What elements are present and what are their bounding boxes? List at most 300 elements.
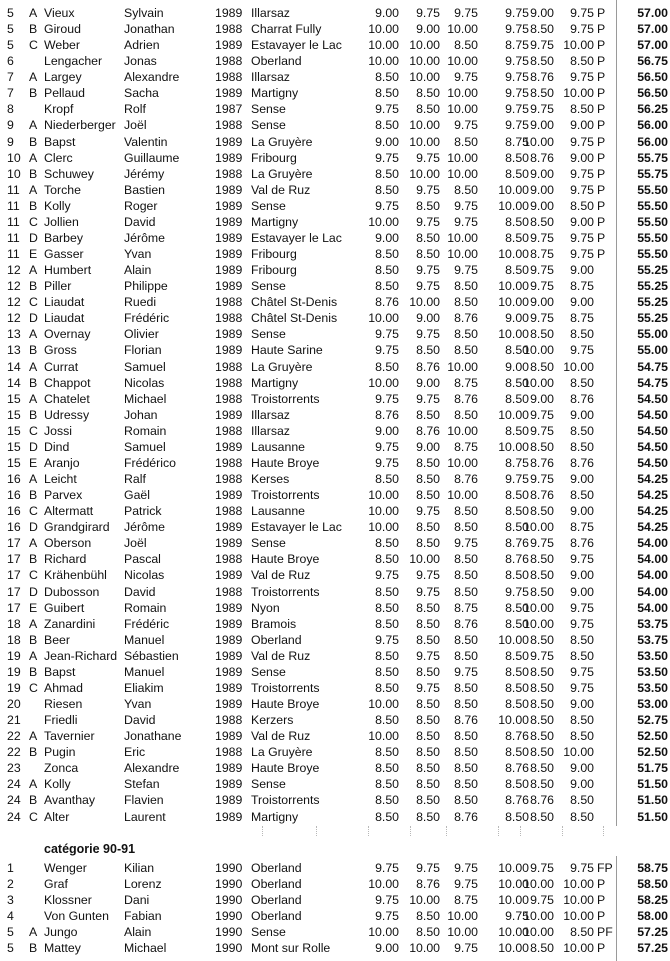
score-4-cell: 8.75 — [505, 134, 529, 149]
score-5-cell: 10.00 — [523, 520, 554, 535]
score-5-cell: 10.00 — [523, 375, 554, 390]
score-5-cell: 10.00 — [523, 343, 554, 358]
rank-cell: 1 — [7, 861, 14, 875]
score-6-cell: 9.75 — [570, 230, 594, 245]
score-3-cell: 9.75 — [454, 70, 478, 85]
score-4-cell: 9.75 — [505, 70, 529, 85]
score-6-cell: 10.00 — [563, 86, 594, 101]
total-cell: 54.25 — [637, 520, 668, 535]
score-6-cell: 10.00 — [563, 893, 594, 908]
total-cell: 56.25 — [637, 102, 668, 117]
last-name-cell: Niederberger — [44, 118, 116, 133]
flag-cell: P — [597, 247, 606, 262]
subrank-cell: A — [29, 150, 38, 165]
rank-cell: 17 — [7, 552, 21, 567]
total-cell: 53.75 — [637, 616, 668, 631]
score-4-cell: 8.75 — [505, 455, 529, 470]
score-1-cell: 10.00 — [368, 38, 399, 53]
table-row — [0, 439, 670, 455]
table-row — [0, 760, 670, 776]
score-1-cell: 8.50 — [375, 70, 399, 85]
score-5-cell: 9.75 — [530, 472, 554, 487]
score-3-cell: 8.50 — [454, 327, 478, 342]
rank-cell: 13 — [7, 343, 21, 358]
table-row — [0, 503, 670, 519]
subrank-cell: D — [29, 439, 38, 454]
table-row — [0, 310, 670, 326]
score-1-cell: 9.00 — [375, 423, 399, 438]
last-name-cell: Oberson — [44, 536, 92, 551]
score-2-cell: 9.75 — [416, 150, 440, 165]
score-5-cell: 9.75 — [530, 102, 554, 117]
table-row — [0, 391, 670, 407]
score-6-cell: 10.00 — [563, 359, 594, 374]
score-5-cell: 9.75 — [530, 407, 554, 422]
score-6-cell: 8.50 — [570, 809, 594, 824]
score-2-cell: 8.50 — [416, 729, 440, 744]
club-cell: Oberland — [251, 861, 302, 875]
score-5-cell: 9.75 — [530, 263, 554, 278]
score-1-cell: 10.00 — [368, 729, 399, 744]
birth-year-cell: 1988 — [215, 423, 243, 438]
score-5-cell: 8.50 — [530, 327, 554, 342]
last-name-cell: Largey — [44, 70, 82, 85]
score-4-cell: 8.76 — [505, 729, 529, 744]
flag-cell: P — [597, 214, 606, 229]
table-row — [0, 326, 670, 342]
score-4-cell: 9.75 — [505, 54, 529, 69]
last-name-cell: Pellaud — [44, 86, 86, 101]
score-4-cell: 8.50 — [505, 568, 529, 583]
score-4-cell: 8.50 — [505, 488, 529, 503]
score-5-cell: 10.00 — [523, 925, 554, 940]
score-6-cell: 9.75 — [570, 861, 594, 875]
score-5-cell: 8.50 — [530, 22, 554, 37]
score-3-cell: 10.00 — [447, 150, 478, 165]
score-1-cell: 8.50 — [375, 247, 399, 262]
table-row — [0, 5, 670, 21]
total-cell: 58.00 — [637, 909, 668, 924]
score-4-cell: 8.50 — [505, 230, 529, 245]
table-row — [0, 792, 670, 808]
separator-dot — [498, 826, 500, 836]
birth-year-cell: 1988 — [215, 455, 243, 470]
last-name-cell: Liaudat — [44, 311, 85, 326]
score-4-cell: 10.00 — [498, 295, 529, 310]
last-name-cell: Tavernier — [44, 729, 95, 744]
score-4-cell: 10.00 — [498, 279, 529, 294]
score-6-cell: 10.00 — [563, 877, 594, 892]
score-6-cell: 9.00 — [570, 761, 594, 776]
total-cell: 56.50 — [637, 86, 668, 101]
total-cell: 54.75 — [637, 359, 668, 374]
score-6-cell: 9.00 — [570, 472, 594, 487]
score-1-cell: 8.50 — [375, 166, 399, 181]
table-row — [0, 359, 670, 375]
table-row — [0, 519, 670, 535]
last-name-cell: Barbey — [44, 230, 83, 245]
score-3-cell: 8.76 — [454, 472, 478, 487]
score-2-cell: 9.75 — [416, 861, 440, 875]
first-name-cell: Samuel — [124, 439, 166, 454]
table-row — [0, 455, 670, 471]
score-2-cell: 10.00 — [409, 295, 440, 310]
table-row — [0, 85, 670, 101]
score-3-cell: 10.00 — [447, 488, 478, 503]
score-2-cell: 8.50 — [416, 102, 440, 117]
score-3-cell: 9.75 — [454, 214, 478, 229]
score-5-cell: 8.50 — [530, 777, 554, 792]
birth-year-cell: 1989 — [215, 327, 243, 342]
score-4-cell: 10.00 — [498, 925, 529, 940]
score-5-cell: 10.00 — [523, 134, 554, 149]
total-cell: 55.50 — [637, 198, 668, 213]
last-name-cell: Jossi — [44, 423, 73, 438]
first-name-cell: Jérôme — [124, 230, 166, 245]
score-1-cell: 8.50 — [375, 793, 399, 808]
subrank-cell: C — [29, 214, 38, 229]
last-name-cell: Altermatt — [44, 504, 94, 519]
birth-year-cell: 1988 — [215, 359, 243, 374]
flag-cell: P — [597, 198, 606, 213]
birth-year-cell: 1989 — [215, 761, 243, 776]
total-cell: 52.75 — [637, 713, 668, 728]
total-cell: 56.75 — [637, 54, 668, 69]
subrank-cell: B — [29, 745, 38, 760]
birth-year-cell: 1989 — [215, 38, 243, 53]
score-1-cell: 8.50 — [375, 584, 399, 599]
score-3-cell: 8.50 — [454, 632, 478, 647]
score-1-cell: 9.00 — [375, 6, 399, 20]
birth-year-cell: 1989 — [215, 809, 243, 824]
subrank-cell: B — [29, 375, 38, 390]
club-cell: Fribourg — [251, 150, 297, 165]
score-5-cell: 8.50 — [530, 584, 554, 599]
score-1-cell: 9.75 — [375, 343, 399, 358]
first-name-cell: Romain — [124, 600, 167, 615]
rank-cell: 12 — [7, 263, 21, 278]
score-5-cell: 9.75 — [530, 893, 554, 908]
table-row — [0, 182, 670, 198]
score-2-cell: 8.50 — [416, 488, 440, 503]
birth-year-cell: 1990 — [215, 861, 243, 875]
score-2-cell: 10.00 — [409, 134, 440, 149]
score-1-cell: 8.50 — [375, 648, 399, 663]
total-cell: 51.50 — [637, 777, 668, 792]
total-cell: 53.50 — [637, 680, 668, 695]
score-2-cell: 8.50 — [416, 809, 440, 824]
flag-cell: P — [597, 150, 606, 165]
score-1-cell: 8.50 — [375, 777, 399, 792]
score-6-cell: 9.00 — [570, 568, 594, 583]
subrank-cell: A — [29, 648, 38, 663]
score-6-cell: 9.75 — [570, 70, 594, 85]
table-row — [0, 616, 670, 632]
score-6-cell: 8.75 — [570, 279, 594, 294]
birth-year-cell: 1988 — [215, 745, 243, 760]
score-3-cell: 10.00 — [447, 909, 478, 924]
score-1-cell: 9.75 — [375, 455, 399, 470]
subrank-cell: E — [29, 247, 38, 262]
score-6-cell: 10.00 — [563, 941, 594, 956]
score-1-cell: 8.50 — [375, 86, 399, 101]
last-name-cell: Currat — [44, 359, 79, 374]
birth-year-cell: 1989 — [215, 600, 243, 615]
total-cell: 54.00 — [637, 552, 668, 567]
score-6-cell: 8.50 — [570, 925, 594, 940]
table-row — [0, 632, 670, 648]
score-3-cell: 8.50 — [454, 793, 478, 808]
table-row — [0, 584, 670, 600]
score-3-cell: 8.50 — [454, 745, 478, 760]
total-cell: 54.25 — [637, 488, 668, 503]
club-cell: Estavayer le Lac — [251, 520, 342, 535]
last-name-cell: Zonca — [44, 761, 79, 776]
score-6-cell: 8.50 — [570, 793, 594, 808]
score-2-cell: 8.50 — [416, 407, 440, 422]
score-3-cell: 8.50 — [454, 279, 478, 294]
subrank-cell: E — [29, 455, 38, 470]
club-cell: Martigny — [251, 86, 299, 101]
birth-year-cell: 1988 — [215, 22, 243, 37]
club-cell: Sense — [251, 198, 286, 213]
total-cell: 53.00 — [637, 697, 668, 711]
club-cell: Estavayer le Lac — [251, 38, 342, 53]
flag-cell: P — [597, 22, 606, 37]
score-4-cell: 8.50 — [505, 697, 529, 711]
last-name-cell: Richard — [44, 552, 87, 567]
last-name-cell: Clerc — [44, 150, 73, 165]
birth-year-cell: 1989 — [215, 150, 243, 165]
score-6-cell: 8.50 — [570, 102, 594, 117]
total-cell: 51.50 — [637, 793, 668, 808]
score-5-cell: 8.76 — [530, 793, 554, 808]
first-name-cell: Sacha — [124, 86, 159, 101]
score-1-cell: 8.50 — [375, 279, 399, 294]
birth-year-cell: 1989 — [215, 697, 243, 711]
rank-cell: 5 — [7, 6, 14, 20]
score-3-cell: 10.00 — [447, 455, 478, 470]
score-5-cell: 9.75 — [530, 230, 554, 245]
score-6-cell: 9.75 — [570, 552, 594, 567]
birth-year-cell: 1989 — [215, 343, 243, 358]
club-cell: La Gruyère — [251, 134, 313, 149]
separator-dot — [316, 826, 318, 836]
score-1-cell: 10.00 — [368, 22, 399, 37]
rank-cell: 17 — [7, 584, 21, 599]
club-cell: Haute Broye — [251, 761, 320, 776]
total-cell: 56.50 — [637, 70, 668, 85]
total-cell: 54.50 — [637, 455, 668, 470]
score-6-cell: 9.75 — [570, 247, 594, 262]
table-row — [0, 744, 670, 760]
club-cell: Kerses — [251, 472, 290, 487]
first-name-cell: Alexandre — [124, 761, 180, 776]
total-cell: 54.50 — [637, 423, 668, 438]
last-name-cell: Overnay — [44, 327, 91, 342]
rank-cell: 11 — [7, 182, 20, 197]
last-name-cell: Bapst — [44, 134, 76, 149]
first-name-cell: Frédéric — [124, 616, 170, 631]
rank-cell: 6 — [7, 54, 14, 69]
birth-year-cell: 1988 — [215, 295, 243, 310]
score-4-cell: 8.50 — [505, 520, 529, 535]
score-6-cell: 9.75 — [570, 343, 594, 358]
last-name-cell: Jollien — [44, 214, 79, 229]
first-name-cell: Rolf — [124, 102, 146, 117]
table-row — [0, 712, 670, 728]
table-row — [0, 860, 670, 876]
last-name-cell: Riesen — [44, 697, 83, 711]
score-4-cell: 8.50 — [505, 745, 529, 760]
flag-cell: P — [597, 6, 606, 20]
subrank-cell: A — [29, 182, 38, 197]
table-row — [0, 680, 670, 696]
score-3-cell: 8.50 — [454, 134, 478, 149]
score-4-cell: 10.00 — [498, 327, 529, 342]
score-6-cell: 9.75 — [570, 182, 594, 197]
club-cell: La Gruyère — [251, 745, 313, 760]
total-cell: 54.00 — [637, 536, 668, 551]
first-name-cell: Johan — [124, 407, 158, 422]
score-4-cell: 10.00 — [498, 877, 529, 892]
total-cell: 53.75 — [637, 632, 668, 647]
score-6-cell: 9.75 — [570, 6, 594, 20]
last-name-cell: Dind — [44, 439, 70, 454]
flag-cell: P — [597, 134, 606, 149]
first-name-cell: Florian — [124, 343, 162, 358]
score-3-cell: 8.50 — [454, 343, 478, 358]
score-5-cell: 9.75 — [530, 311, 554, 326]
score-3-cell: 10.00 — [447, 86, 478, 101]
score-1-cell: 9.00 — [375, 941, 399, 956]
separator-dot — [368, 826, 370, 836]
category-header: catégorie 90-91 — [44, 842, 136, 856]
first-name-cell: Alain — [124, 263, 152, 278]
rank-cell: 11 — [7, 198, 20, 213]
score-6-cell: 9.00 — [570, 150, 594, 165]
table-row — [0, 876, 670, 892]
score-5-cell: 9.00 — [530, 166, 554, 181]
birth-year-cell: 1989 — [215, 407, 243, 422]
club-cell: Martigny — [251, 809, 299, 824]
score-1-cell: 8.50 — [375, 809, 399, 824]
score-6-cell: 8.50 — [570, 439, 594, 454]
score-2-cell: 9.75 — [416, 214, 440, 229]
club-cell: Lausanne — [251, 504, 306, 519]
flag-cell: P — [597, 909, 606, 924]
score-2-cell: 10.00 — [409, 70, 440, 85]
birth-year-cell: 1989 — [215, 182, 243, 197]
score-2-cell: 9.75 — [416, 391, 440, 406]
club-cell: Mont sur Rolle — [251, 941, 331, 956]
score-6-cell: 8.76 — [570, 455, 594, 470]
birth-year-cell: 1989 — [215, 214, 243, 229]
score-4-cell: 10.00 — [498, 713, 529, 728]
score-4-cell: 10.00 — [498, 861, 529, 875]
subrank-cell: C — [29, 680, 38, 695]
score-2-cell: 9.00 — [416, 439, 440, 454]
score-2-cell: 10.00 — [409, 118, 440, 133]
subrank-cell: A — [29, 359, 38, 374]
birth-year-cell: 1988 — [215, 311, 243, 326]
score-1-cell: 10.00 — [368, 925, 399, 940]
rank-cell: 17 — [7, 600, 21, 615]
birth-year-cell: 1989 — [215, 616, 243, 631]
rank-cell: 10 — [7, 166, 21, 181]
score-2-cell: 8.50 — [416, 664, 440, 679]
flag-cell: P — [597, 38, 606, 53]
score-6-cell: 9.00 — [570, 295, 594, 310]
birth-year-cell: 1989 — [215, 439, 243, 454]
total-cell: 51.50 — [637, 809, 668, 824]
score-4-cell: 10.00 — [498, 182, 529, 197]
first-name-cell: Jonas — [124, 54, 157, 69]
score-2-cell: 8.50 — [416, 777, 440, 792]
score-1-cell: 8.50 — [375, 359, 399, 374]
rank-cell: 10 — [7, 150, 21, 165]
score-6-cell: 9.75 — [570, 680, 594, 695]
score-1-cell: 10.00 — [368, 311, 399, 326]
score-1-cell: 10.00 — [368, 877, 399, 892]
separator-dot — [262, 826, 264, 836]
total-cell: 54.25 — [637, 504, 668, 519]
score-5-cell: 8.50 — [530, 729, 554, 744]
score-2-cell: 10.00 — [409, 54, 440, 69]
score-5-cell: 9.00 — [530, 182, 554, 197]
score-4-cell: 8.50 — [505, 648, 529, 663]
rank-cell: 20 — [7, 697, 21, 711]
subrank-cell: D — [29, 311, 38, 326]
score-5-cell: 8.50 — [530, 761, 554, 776]
score-6-cell: 9.75 — [570, 664, 594, 679]
last-name-cell: Parvex — [44, 488, 83, 503]
score-5-cell: 10.00 — [523, 909, 554, 924]
club-cell: Illarsaz — [251, 6, 290, 20]
score-5-cell: 9.00 — [530, 295, 554, 310]
club-cell: Oberland — [251, 909, 302, 924]
birth-year-cell: 1990 — [215, 909, 243, 924]
score-1-cell: 8.50 — [375, 536, 399, 551]
club-cell: Val de Ruz — [251, 182, 311, 197]
rank-cell: 15 — [7, 407, 21, 422]
club-cell: Sense — [251, 102, 286, 117]
score-2-cell: 8.50 — [416, 198, 440, 213]
score-1-cell: 9.75 — [375, 102, 399, 117]
score-1-cell: 9.75 — [375, 568, 399, 583]
separator-dot — [446, 826, 448, 836]
table-row — [0, 600, 670, 616]
score-4-cell: 8.50 — [505, 263, 529, 278]
club-cell: Nyon — [251, 600, 280, 615]
score-6-cell: 8.50 — [570, 713, 594, 728]
rank-cell: 5 — [7, 941, 14, 956]
first-name-cell: Manuel — [124, 632, 165, 647]
score-2-cell: 8.50 — [416, 536, 440, 551]
score-1-cell: 10.00 — [368, 375, 399, 390]
birth-year-cell: 1987 — [215, 102, 243, 117]
total-cell: 54.25 — [637, 472, 668, 487]
first-name-cell: Olivier — [124, 327, 159, 342]
rank-cell: 5 — [7, 22, 14, 37]
first-name-cell: Guillaume — [124, 150, 180, 165]
club-cell: Illarsaz — [251, 70, 290, 85]
score-2-cell: 9.75 — [416, 584, 440, 599]
score-2-cell: 8.76 — [416, 877, 440, 892]
total-cell: 55.00 — [637, 343, 668, 358]
total-cell: 54.00 — [637, 584, 668, 599]
score-1-cell: 9.75 — [375, 391, 399, 406]
